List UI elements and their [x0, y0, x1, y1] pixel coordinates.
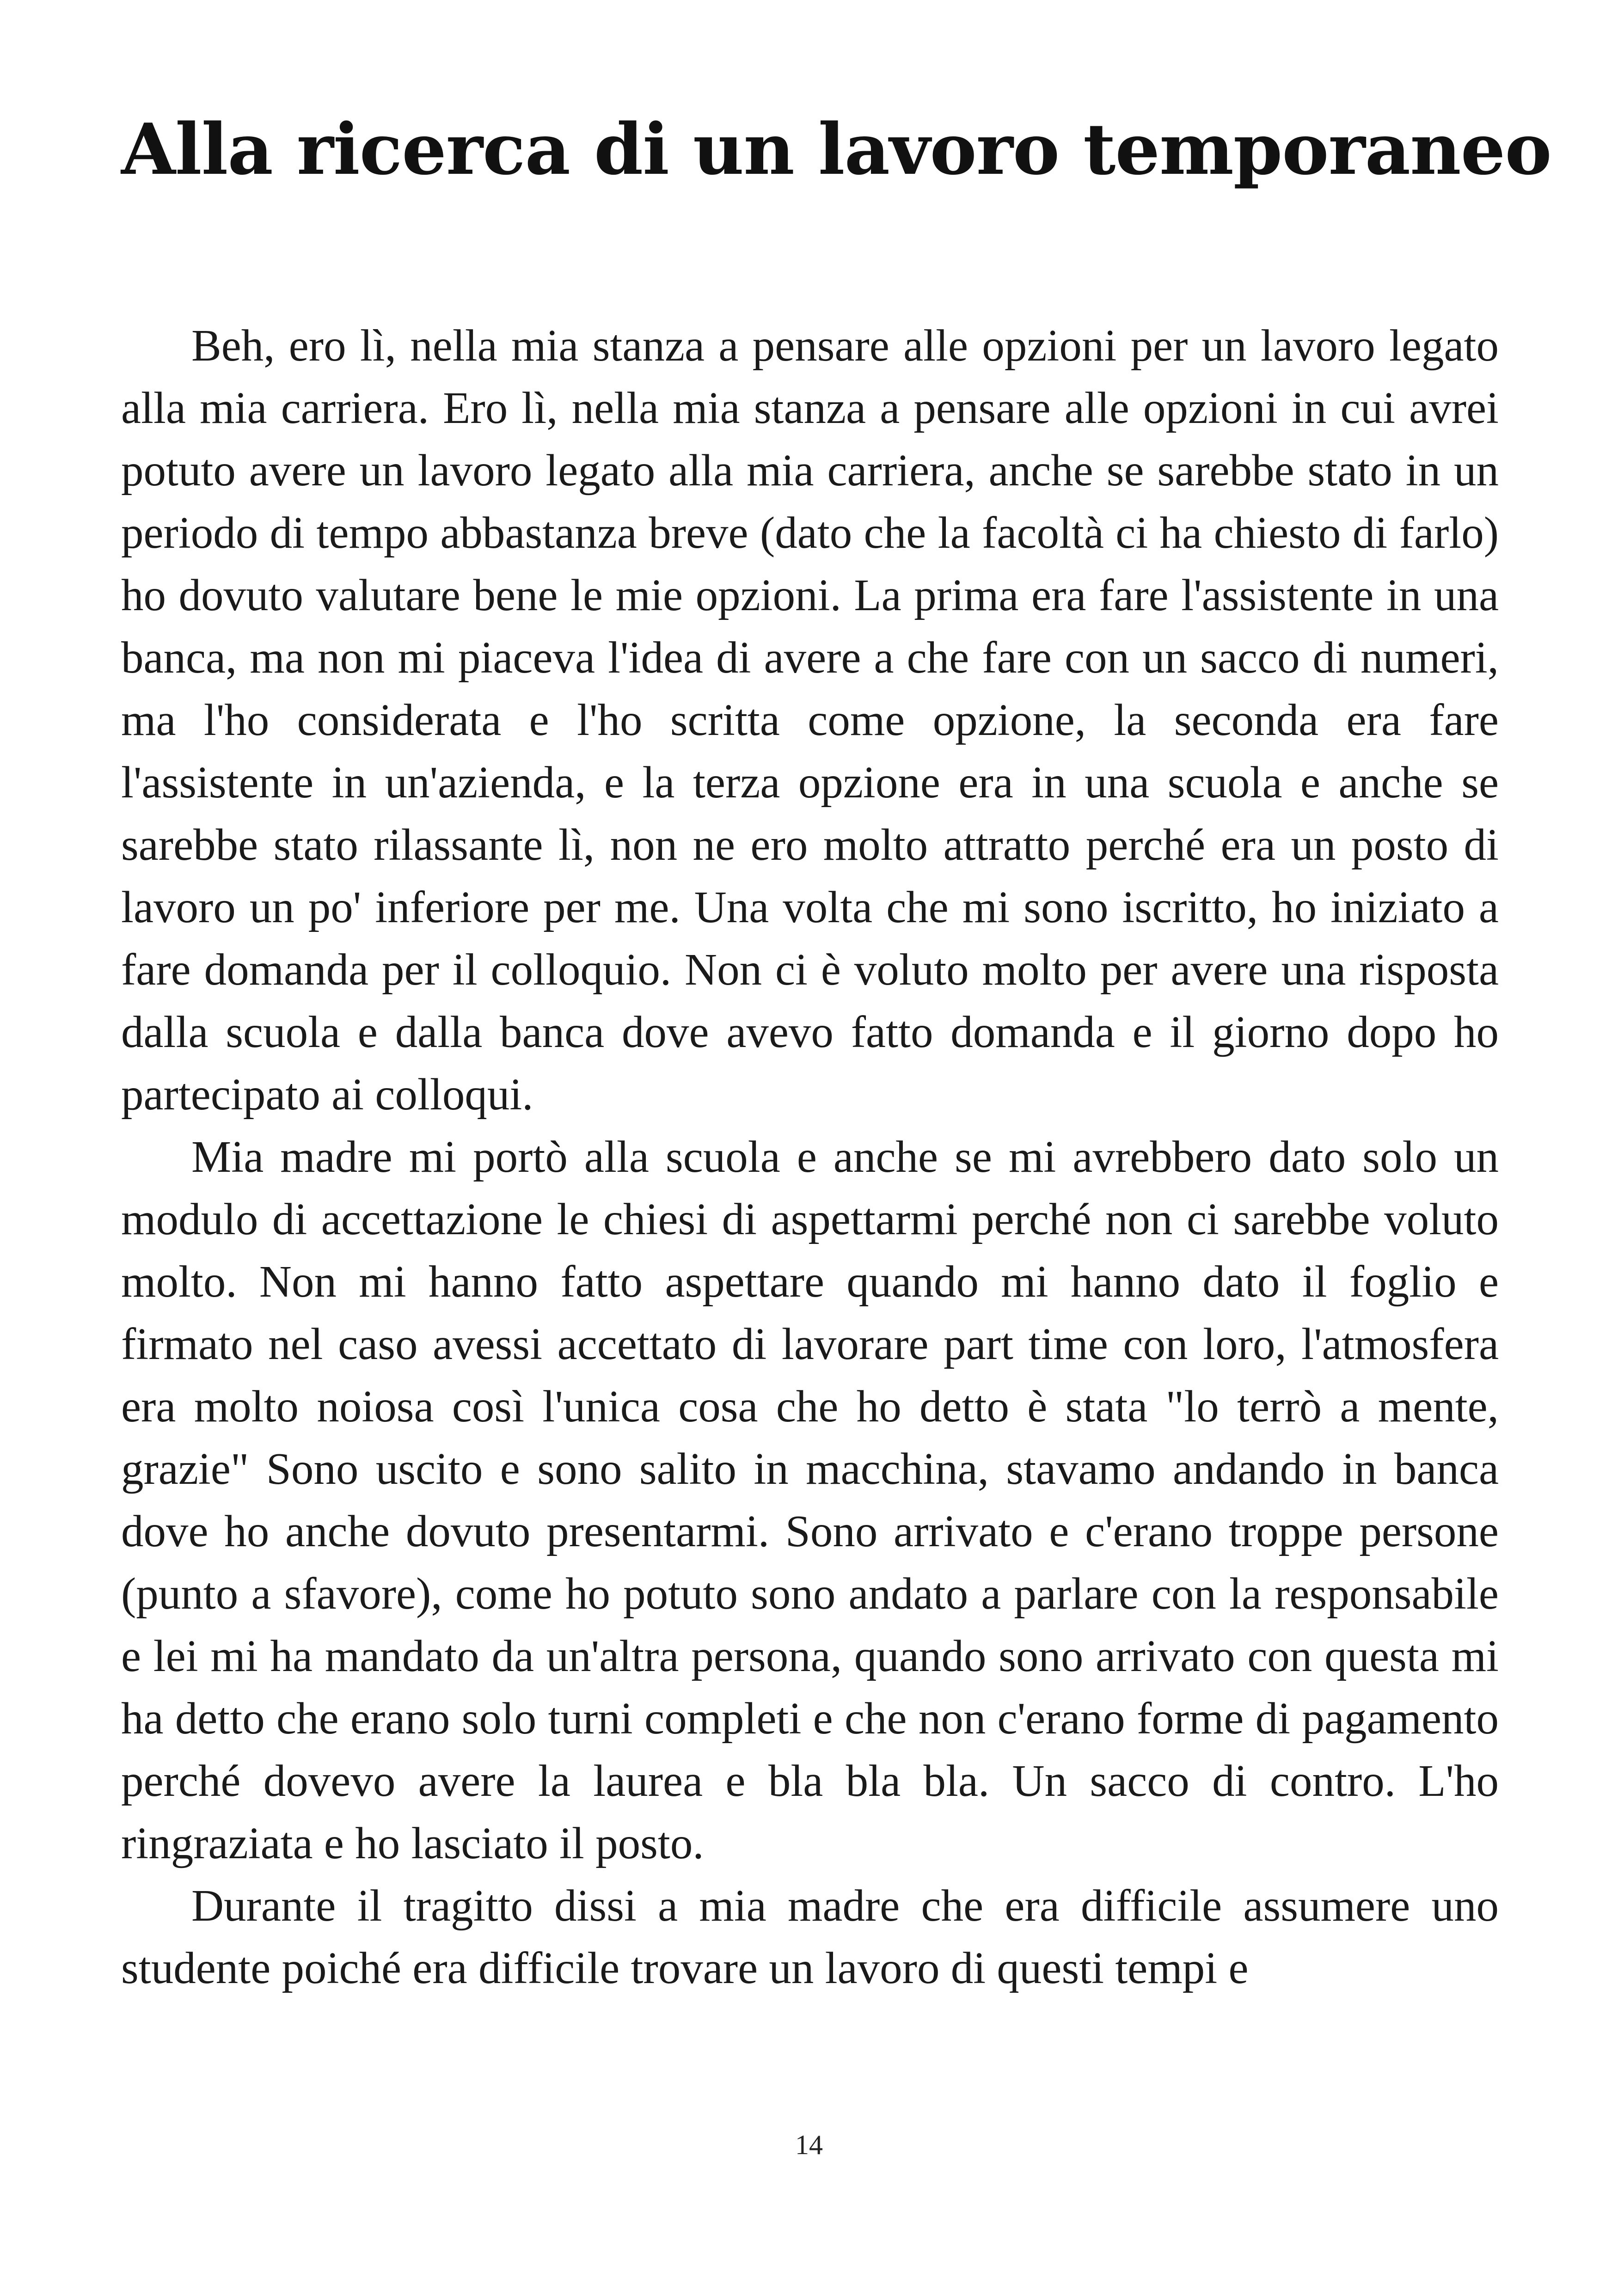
paragraph-1: Beh, ero lì, nella mia stanza a pensare alle opzioni per un lavoro legato alla mia carriera. Ero lì, nella mia stanza a pensare alle opzioni in cui avrei potuto avere un lavoro legato alla mia carriera, anche se sarebbe stato in un periodo di tempo abbastanza breve (dato che la facoltà ci ha chiesto di farlo) ho dovuto valutare bene le mie opzioni. La prima era fare l'assistente in una banca, ma non mi piaceva l'idea di avere a che fare con un sacco di numeri, ma l'ho considerata e l'ho scritta come opzione, la seconda era fare l'assistente in un'azienda, e la terza opzione era in una scuola e anche se sarebbe stato rilassante lì, non ne ero molto attratto perché era un posto di lavoro un po' inferiore per me. Una volta che mi sono iscritto, ho iniziato a fare domanda per il colloquio. Non ci è voluto molto per avere una risposta dalla scuola e dalla banca dove avevo fatto domanda e il giorno dopo ho partecipato ai colloqui.	[121, 321, 1499, 1119]
paragraph-2: Mia madre mi portò alla scuola e anche se mi avrebbero dato solo un modulo di accettazione le chiesi di aspettarmi perché non ci sarebbe voluto molto. Non mi hanno fatto aspettare quando mi hanno dato il foglio e firmato nel caso avessi accettato di lavorare part time con loro, l'atmosfera era molto noiosa così l'unica cosa che ho detto è stata "lo terrò a mente, grazie" Sono uscito e sono salito in macchina, stavamo andando in banca dove ho anche dovuto presentarmi. Sono arrivato e c'erano troppe persone (punto a sfavore), come ho potuto sono andato a parlare con la responsabile e lei mi ha mandato da un'altra persona, quando sono arrivato con questa mi ha detto che erano solo turni completi e che non c'erano forme di pagamento perché dovevo avere la laurea e bla bla bla. Un sacco di contro. L'ho ringraziata e ho lasciato il posto.	[121, 1132, 1499, 1868]
page-number: 14	[795, 2130, 823, 2160]
chapter-title: Alla ricerca di un lavoro temporaneo	[121, 108, 1551, 190]
chapter-body	[121, 314, 1499, 1999]
paragraph-3: Durante il tragitto dissi a mia madre che era difficile assumere uno studente poiché era difficile trovare un lavoro di questi tempi e	[121, 1881, 1499, 1993]
